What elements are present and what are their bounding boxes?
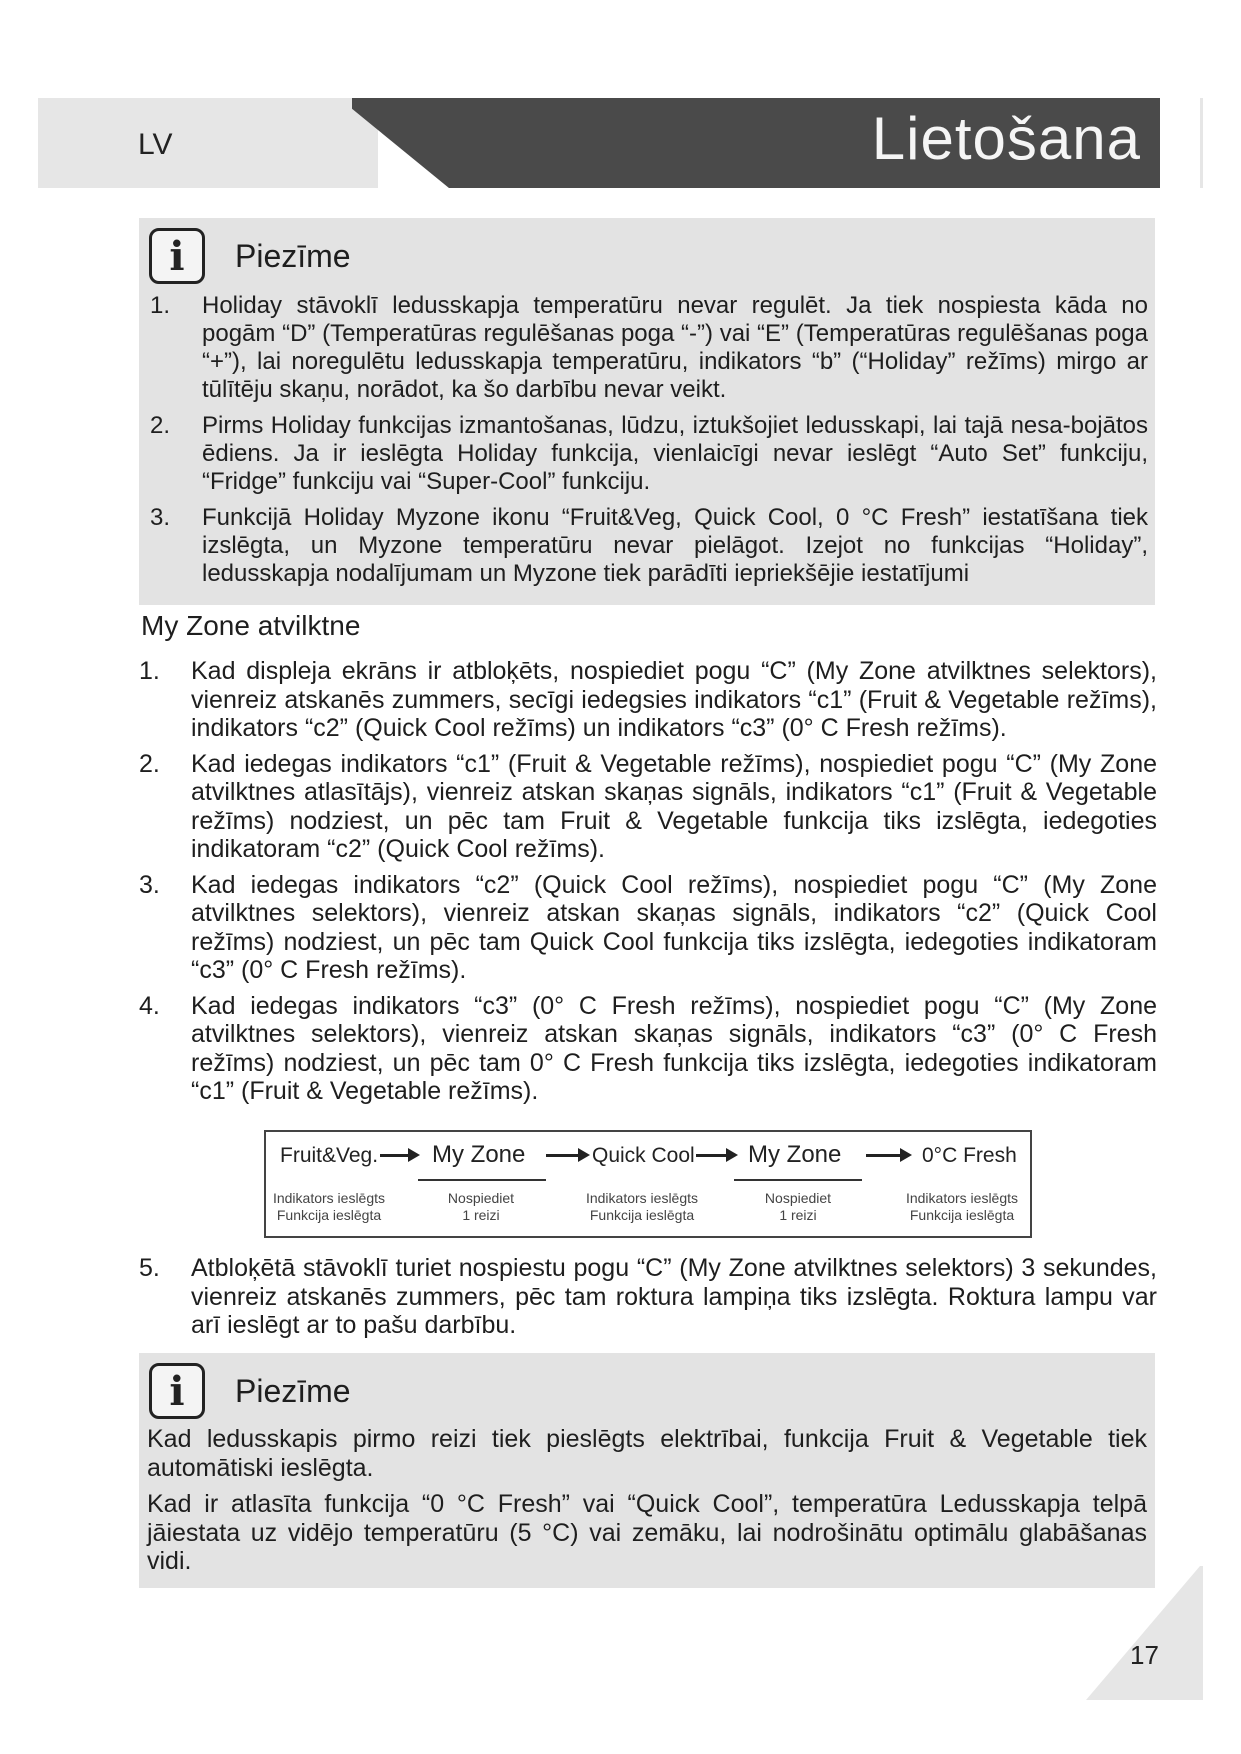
note-paragraph: Kad ledusskapis pirmo reizi tiek pieslēgts elektrībai, funkcija Fruit & Vegetable tiek automātiski ieslēgta. (147, 1425, 1147, 1482)
mode-flow-diagram (264, 1130, 1032, 1238)
flow-node-fruit-veg: Fruit&Veg. (280, 1144, 379, 1167)
my-zone-steps (139, 657, 1157, 1113)
list-number: 3. (150, 504, 171, 531)
list-text: Atbloķētā stāvoklī turiet nospiestu pogu “C” (My Zone atvilktnes selektors) 3 sekundes, vienreiz atskanēs zummers, pēc tam roktura lampiņa tiks izslēgta. Roktura lampu var arī ieslēgt ar to pašu darbību. (191, 1254, 1157, 1339)
list-number: 3. (139, 870, 160, 899)
note-list (150, 292, 1148, 596)
flow-caption (743, 1190, 853, 1224)
list-number: 5. (139, 1254, 160, 1282)
list-number: 2. (139, 749, 160, 778)
flow-node-quick-cool: Quick Cool (592, 1144, 695, 1167)
list-number: 1. (139, 657, 160, 685)
list-text: Pirms Holiday funkcijas izmantošanas, lūdzu, iztukšojiet ledusskapi, lai tajā nesa-bojātos ēdiens. Ja ir ieslēgta Holiday funkcija, vienlaicīgi nevar ieslēgt “Auto Set” funkciju, “Fridge” funkciju vai “Super-Cool” funkciju. (202, 412, 1148, 495)
caption-line: Funkcija ieslēgta (276, 1207, 382, 1223)
language-label: LV (138, 128, 173, 161)
caption-line: Nospiediet (764, 1190, 832, 1206)
list-item (139, 871, 1157, 985)
header-edge (1200, 98, 1203, 188)
corner-edge (1200, 1566, 1203, 1700)
note-paragraph: Kad ir atlasīta funkcija “0 °C Fresh” vai “Quick Cool”, temperatūra Ledusskapja telpā jāiestata uz vidējo temperatūru (5 °C) vai zemāku, lai nodrošinātu optimālu glabāšanas vidi. (147, 1490, 1147, 1575)
list-text: Kad iedegas indikators “c3” (0° C Fresh režīms), nospiediet pogu “C” (My Zone atvilktnes selektors), vienreiz atskan skaņas signāls, indikators “c3” (0° C Fresh režīms) nodziest, un pēc tam 0° C Fresh funkcija tiks izslēgta, iedegoties indikatoram “c1” (Fruit & Vegetable režīms). (191, 991, 1157, 1105)
list-item (139, 992, 1157, 1106)
caption-line: 1 reizi (779, 1207, 817, 1223)
flow-caption (264, 1190, 394, 1224)
info-icon: i (149, 1363, 205, 1419)
header-left-band (38, 98, 378, 188)
flow-caption (572, 1190, 712, 1224)
list-item (150, 504, 1148, 588)
flow-arrow (380, 1154, 410, 1157)
flow-underline (734, 1179, 862, 1181)
note-header (149, 1363, 351, 1419)
page-title: Lietošana (871, 105, 1141, 172)
flow-node-fresh: 0°C Fresh (922, 1144, 1017, 1167)
list-text: Holiday stāvoklī ledusskapja temperatūru nevar regulēt. Ja tiek nospiesta kāda no pogām “D” (Temperatūras regulēšanas poga “-”) vai “E” (Temperatūras regulēšanas poga “+”), lai noregulētu ledusskapja temperatūru, indikators “b” (“Holiday” režīms) mirgo ar tūlītēju skaņu, norādot, ka šo darbību nevar veikt. (202, 292, 1148, 403)
list-text: Kad iedegas indikators “c2” (Quick Cool režīms), nospiediet pogu “C” (My Zone atvilktnes selektors), vienreiz atskan skaņas signāls, indikators “c2” (Quick Cool režīms) nodziest, un pēc tam Quick Cool funkcija tiks izslēgta, iedegoties indikatoram “c3” (0° C Fresh režīms). (191, 870, 1157, 984)
list-number: 4. (139, 991, 160, 1020)
caption-line: Indikators ieslēgts (272, 1190, 386, 1206)
flow-node-my-zone: My Zone (432, 1141, 526, 1168)
section-title: My Zone atvilktne (141, 610, 361, 641)
flow-underline (418, 1179, 546, 1181)
page-number: 17 (1130, 1640, 1159, 1670)
caption-line: Funkcija ieslēgta (909, 1207, 1015, 1223)
list-item (139, 750, 1157, 864)
list-number: 1. (150, 292, 171, 319)
caption-line: Indikators ieslēgts (585, 1190, 699, 1206)
caption-line: 1 reizi (462, 1207, 500, 1223)
note-title: Piezīme (235, 237, 351, 274)
list-text: Kad displeja ekrāns ir atbloķēts, nospiediet pogu “C” (My Zone atvilktnes selektors), vienreiz atskanēs zummers, secīgi iedegsies indikators “c1” (Fruit & Vegetable režīms), indikators “c2” (Quick Cool režīms) un indikators “c3” (0° C Fresh režīms). (191, 657, 1157, 742)
flow-arrow (546, 1154, 580, 1157)
list-item (150, 292, 1148, 404)
list-item-5 (139, 1254, 1157, 1340)
caption-line: Nospiediet (447, 1190, 515, 1206)
note-header (149, 228, 351, 284)
info-icon: i (149, 228, 205, 284)
list-item (150, 412, 1148, 496)
list-number: 2. (150, 412, 171, 439)
flow-caption (892, 1190, 1032, 1224)
list-text: Funkcijā Holiday Myzone ikonu “Fruit&Veg, Quick Cool, 0 °C Fresh” iestatīšana tiek izslēgta, un Myzone temperatūru nevar pielāgot. Izejot no funkcijas “Holiday”, ledusskapja nodalījumam un Myzone tiek parādīti iepriekšējie iestatījumi (202, 504, 1148, 587)
caption-line: Indikators ieslēgts (905, 1190, 1019, 1206)
note-title: Piezīme (235, 1372, 351, 1409)
note-box-holiday (139, 218, 1155, 605)
flow-caption (426, 1190, 536, 1224)
list-text: Kad iedegas indikators “c1” (Fruit & Vegetable režīms), nospiediet pogu “C” (My Zone atvilktnes atlasītājs), vienreiz atskan skaņas signāls, indikators “c1” (Fruit & Vegetable režīms) nodziest, un pēc tam Fruit & Vegetable funkcija tiks izslēgta, iedegoties indikatoram “c2” (Quick Cool režīms). (191, 749, 1157, 863)
flow-node-my-zone: My Zone (748, 1141, 842, 1168)
flow-arrow (696, 1154, 728, 1157)
list-item (139, 657, 1157, 743)
caption-line: Funkcija ieslēgta (589, 1207, 695, 1223)
note-box-first-use (139, 1353, 1155, 1588)
flow-arrow (866, 1154, 902, 1157)
note-body (147, 1425, 1147, 1584)
